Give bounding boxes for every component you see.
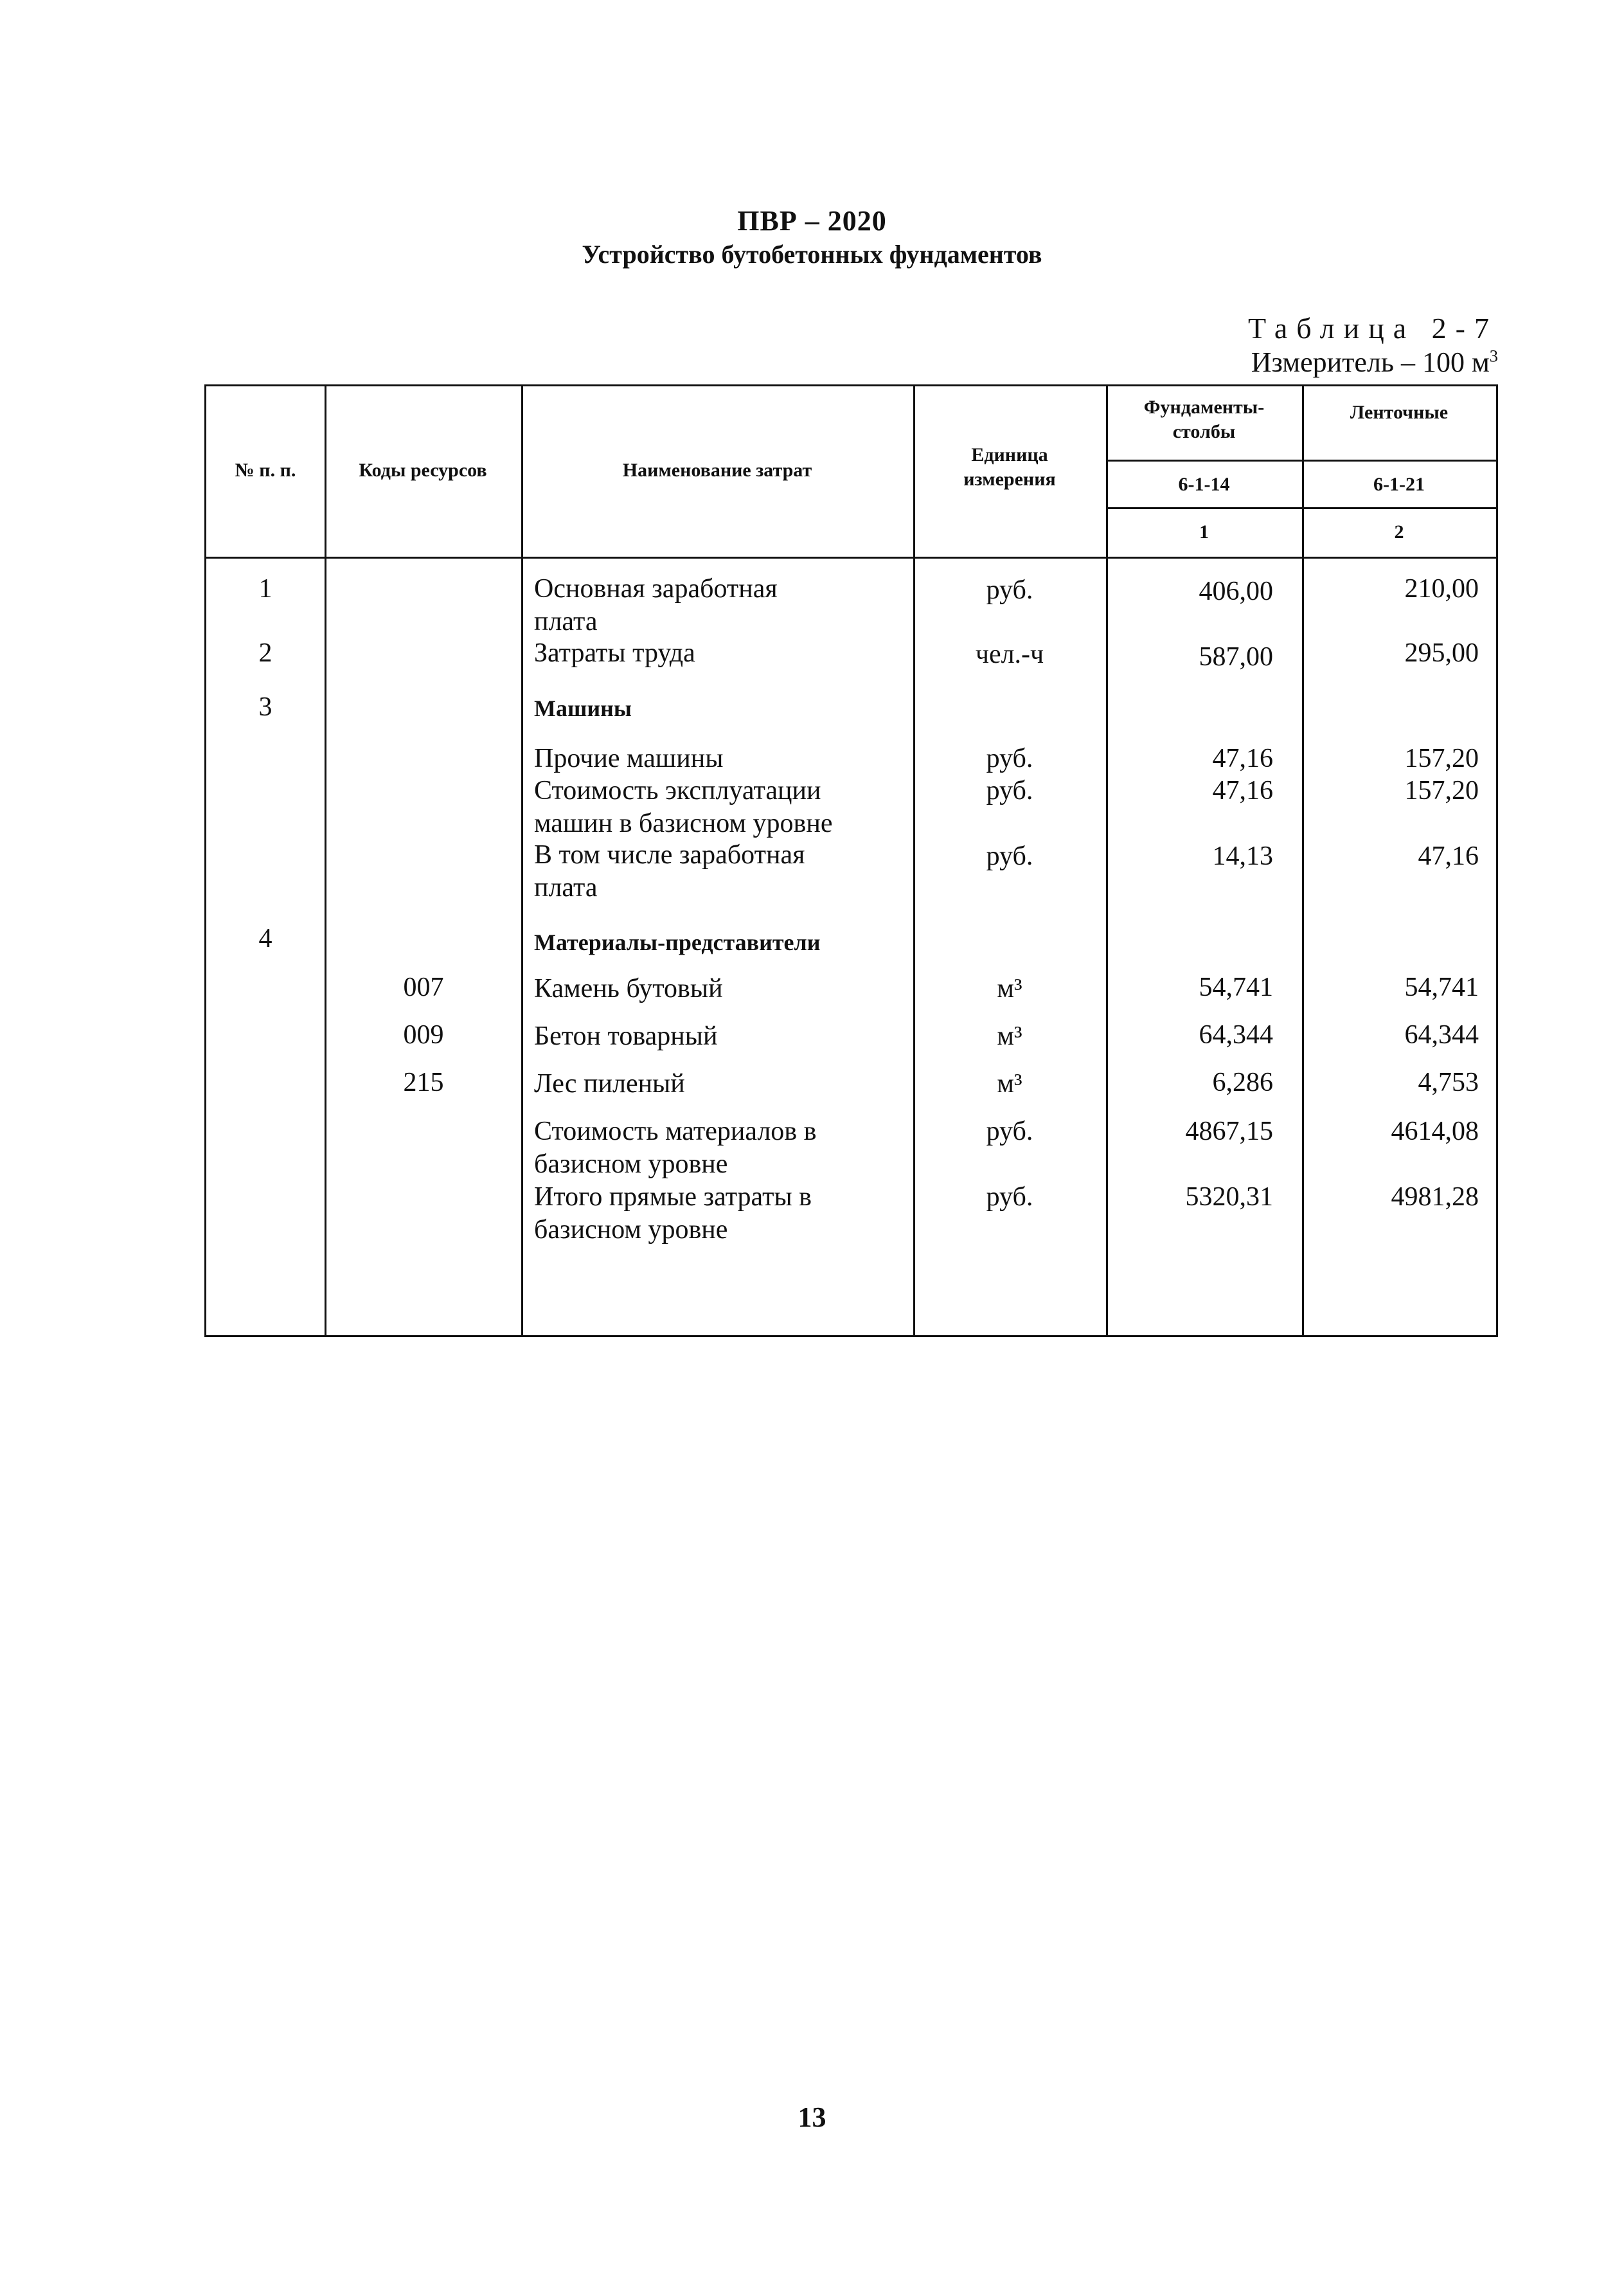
row-name: Прочие машины [534,744,724,773]
header-name: Наименование затрат [622,460,812,481]
row-name: Камень бутовый [534,974,723,1003]
header-col2-title: Ленточные [1350,402,1449,423]
grid-line [521,386,523,1335]
row-unit: руб. [986,776,1033,805]
cost-table [204,384,1498,1337]
table-measure [1251,346,1498,379]
header-col2-index: 2 [1394,521,1404,543]
row-num: 1 [258,574,272,604]
row-unit: м³ [997,974,1022,1003]
row-value-2: 210,00 [1404,574,1479,604]
row-unit: руб. [986,575,1033,605]
row-value-1: 6,286 [1212,1068,1273,1097]
row-value-2: 4614,08 [1391,1117,1479,1146]
header-col1-index: 1 [1199,521,1209,543]
row-name: Основная заработная плата [534,574,778,636]
row-num: 3 [258,692,272,722]
row-name: Бетон товарный [534,1021,718,1051]
row-value-1: 587,00 [1199,642,1273,672]
table-number: Таблица 2-7 [1247,312,1498,345]
row-unit: руб. [986,841,1033,871]
row-name: В том числе заработная плата [534,840,805,903]
row-name: Лес пиленый [534,1069,685,1099]
row-value-1: 14,13 [1212,841,1273,871]
row-name: Материалы-представители [534,930,821,955]
measure-superscript: 3 [1489,346,1498,366]
row-num: 2 [258,638,272,668]
row-name: Машины [534,696,632,721]
row-name: Итого прямые затраты в базисном уровне [534,1182,812,1245]
row-unit: руб. [986,1182,1033,1212]
row-unit: руб. [986,1117,1033,1146]
row-name: Стоимость материалов в базисном уровне [534,1117,817,1179]
row-value-1: 64,344 [1199,1020,1273,1050]
grid-line [1106,460,1496,462]
row-code: 215 [403,1068,444,1097]
row-value-1: 406,00 [1199,577,1273,606]
row-unit: м³ [997,1021,1022,1051]
row-code: 009 [403,1020,444,1050]
row-value-2: 4981,28 [1391,1182,1479,1212]
row-value-1: 4867,15 [1185,1117,1273,1146]
header-col1-title: Фундаменты-столбы [1143,397,1265,442]
row-value-2: 64,344 [1404,1020,1479,1050]
header-num: № п. п. [235,460,296,481]
row-value-2: 295,00 [1404,638,1479,668]
row-value-2: 4,753 [1418,1068,1479,1097]
row-value-2: 47,16 [1418,841,1479,871]
row-value-2: 157,20 [1404,776,1479,805]
row-name: Затраты труда [534,638,695,668]
header-col2-code: 6-1-21 [1373,474,1425,495]
header-codes: Коды ресурсов [359,460,487,481]
row-value-1: 54,741 [1199,973,1273,1002]
row-value-2: 54,741 [1404,973,1479,1002]
page-number: 13 [798,2101,826,2133]
row-unit: чел.-ч [975,640,1044,669]
document-subtitle: Устройство бутобетонных фундаментов [582,240,1042,269]
row-unit: руб. [986,744,1033,773]
row-name: Стоимость эксплуатации машин в базисном уровне [534,776,833,838]
measure-text: Измеритель – 100 м [1251,346,1490,378]
row-value-1: 47,16 [1212,744,1273,773]
header-col1-code: 6-1-14 [1178,474,1230,495]
row-unit: м³ [997,1069,1022,1099]
row-value-1: 5320,31 [1185,1182,1273,1212]
grid-line [1106,507,1496,509]
document-title: ПВР – 2020 [737,205,887,237]
row-value-2: 157,20 [1404,744,1479,773]
row-value-1: 47,16 [1212,776,1273,805]
header-bottom-line [206,557,1496,559]
grid-line [325,386,326,1335]
row-num: 4 [258,924,272,953]
row-code: 007 [403,973,444,1002]
header-unit: Единица измерения [963,444,1056,490]
